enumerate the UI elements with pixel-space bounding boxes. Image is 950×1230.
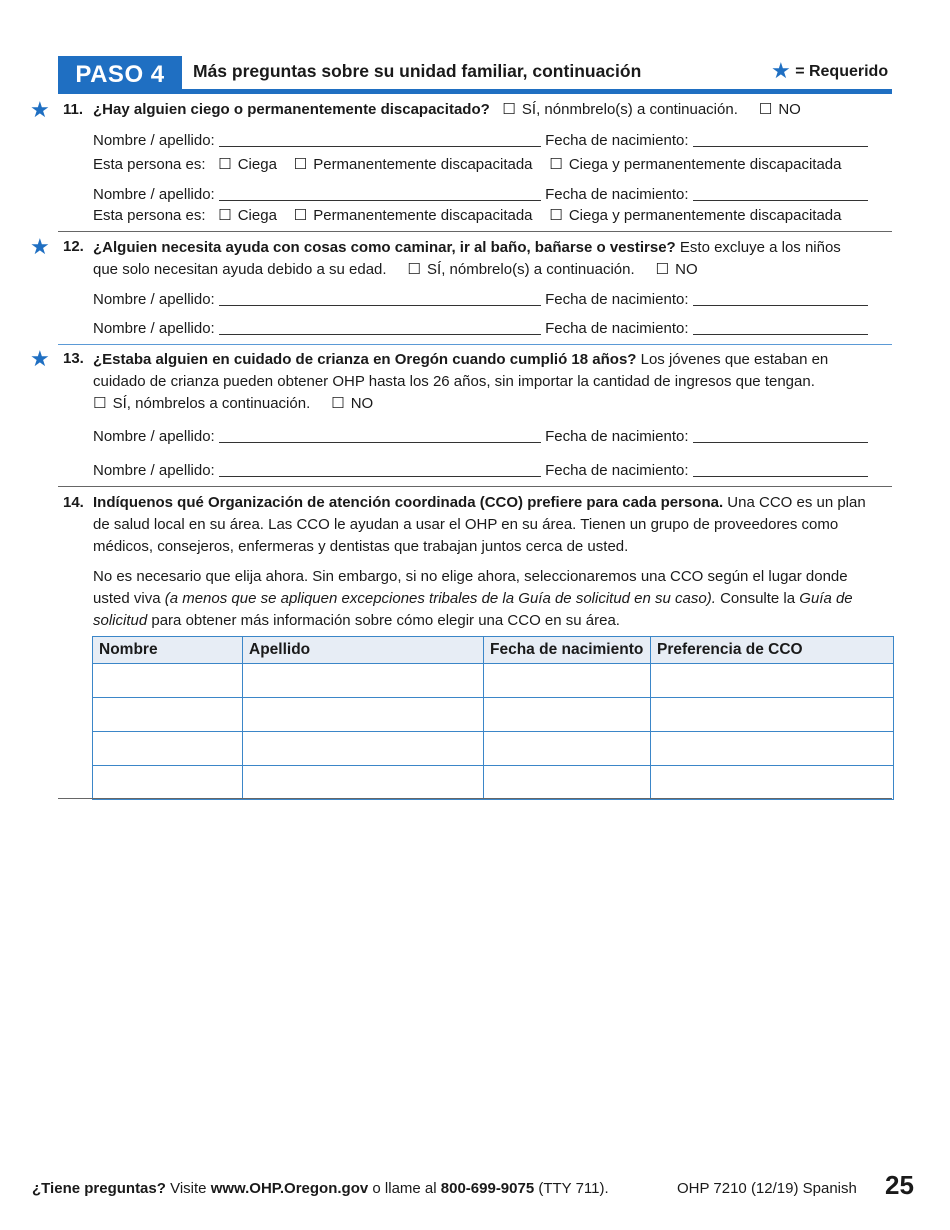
divider — [58, 344, 892, 345]
blind-and-disabled-checkbox[interactable]: ☐ — [549, 207, 563, 224]
q13-note-line2: cuidado de crianza pueden obtener OHP hasta los 26 años, sin importar la cantidad de ingresos que tengan. — [93, 373, 815, 390]
dob-label: Fecha de nacimiento: — [545, 320, 689, 337]
table-cell[interactable] — [484, 698, 651, 732]
required-star-icon: ★ — [30, 346, 50, 371]
dob-label: Fecha de nacimiento: — [545, 132, 689, 149]
q11-row — [93, 99, 801, 121]
required-star-icon: ★ — [30, 97, 50, 122]
name-label: Nombre / apellido: — [93, 320, 215, 337]
col-header-first-name: Nombre — [93, 637, 243, 664]
q14-number: 14. — [63, 494, 84, 511]
q14-para2-line2 — [93, 588, 853, 610]
page-number: 25 — [885, 1170, 914, 1200]
dob-field[interactable] — [693, 462, 868, 477]
table-cell[interactable] — [93, 766, 243, 800]
required-legend — [771, 58, 888, 84]
name-label: Nombre / apellido: — [93, 428, 215, 445]
dob-label: Fecha de nacimiento: — [545, 462, 689, 479]
footer-tty: (TTY 711). — [538, 1180, 609, 1197]
q11-person2-name-row — [93, 184, 868, 206]
blind-and-disabled-checkbox[interactable]: ☐ — [549, 156, 563, 173]
name-field[interactable] — [219, 186, 541, 201]
q13-number: 13. — [63, 350, 84, 367]
q12-yes-label: SÍ, nómbrelo(s) a continuación. — [427, 261, 635, 278]
q11-yes-label: SÍ, nónmbrelo(s) a continuación. — [521, 101, 738, 118]
step-badge: PASO 4 — [58, 56, 182, 90]
person-is-label: Esta persona es: — [93, 207, 206, 224]
footer-website-link[interactable]: www.OHP.Oregon.gov — [210, 1180, 369, 1197]
table-cell[interactable] — [484, 766, 651, 800]
blind-label: Ciega — [237, 207, 277, 224]
q12-note-line2: que solo necesitan ayuda debido a su edad. — [93, 261, 387, 278]
q13-question-row — [93, 349, 828, 371]
col-header-cco: Preferencia de CCO — [651, 637, 894, 664]
footer-call: o llame al — [372, 1180, 437, 1197]
name-field[interactable] — [219, 291, 541, 306]
form-number: OHP 7210 (12/19) Spanish — [677, 1180, 857, 1197]
q14-question-row — [93, 492, 866, 514]
required-legend-text: = Requerido — [795, 63, 889, 80]
name-field[interactable] — [219, 132, 541, 147]
disabled-checkbox[interactable]: ☐ — [293, 156, 308, 173]
table-cell[interactable] — [651, 664, 894, 698]
section-title: Más preguntas sobre su unidad familiar, continuación — [193, 61, 642, 81]
disabled-checkbox[interactable]: ☐ — [293, 207, 308, 224]
q11-question: ¿Hay alguien ciego o permanentemente discapacitado? — [93, 101, 490, 118]
table-row — [93, 766, 894, 800]
name-label: Nombre / apellido: — [93, 462, 215, 479]
star-icon: ★ — [771, 58, 791, 83]
q13-no-label: NO — [350, 395, 374, 412]
dob-field[interactable] — [693, 428, 868, 443]
section-bottom-divider — [58, 798, 892, 799]
disabled-label: Permanentemente discapacitada — [313, 156, 533, 173]
divider — [58, 486, 892, 487]
q11-no-checkbox[interactable]: ☐ — [758, 101, 773, 118]
table-row — [93, 664, 894, 698]
q14-line3: médicos, consejeros, enfermeras y dentistas que trabajan juntos cerca de usted. — [93, 538, 629, 555]
q13-question: ¿Estaba alguien en cuidado de crianza en Oregón cuando cumplió 18 años? — [93, 351, 637, 368]
dob-field[interactable] — [693, 186, 868, 201]
q12-question: ¿Alguien necesita ayuda con cosas como caminar, ir al baño, bañarse o vestirse? — [93, 239, 676, 256]
dob-label: Fecha de nacimiento: — [545, 291, 689, 308]
table-cell[interactable] — [93, 732, 243, 766]
q13-person2-row — [93, 460, 868, 482]
q14-para2-line1: No es necesario que elija ahora. Sin embargo, si no elige ahora, seleccionaremos una CCO según el lugar donde — [93, 568, 848, 585]
q13-yes-checkbox[interactable]: ☐ — [93, 395, 107, 412]
table-cell[interactable] — [243, 698, 484, 732]
q12-options-row — [93, 259, 698, 281]
q13-note: Los jóvenes que estaban en — [640, 351, 829, 368]
table-cell[interactable] — [243, 664, 484, 698]
q14-para2-text: usted viva — [93, 590, 161, 607]
table-cell[interactable] — [651, 766, 894, 800]
q12-note: Esto excluye a los niños — [679, 239, 841, 256]
person-is-label: Esta persona es: — [93, 156, 206, 173]
q12-person1-row — [93, 289, 868, 311]
col-header-last-name: Apellido — [243, 637, 484, 664]
table-cell[interactable] — [484, 664, 651, 698]
q14-guide-title: Guía de — [799, 590, 853, 607]
q13-options-row — [93, 393, 373, 415]
table-cell[interactable] — [93, 664, 243, 698]
name-field[interactable] — [219, 428, 541, 443]
required-star-icon: ★ — [30, 234, 50, 259]
divider — [58, 231, 892, 232]
q14-guide-title-cont: solicitud — [93, 612, 148, 629]
name-label: Nombre / apellido: — [93, 186, 215, 203]
q13-no-checkbox[interactable]: ☐ — [331, 395, 345, 412]
footer-visit: Visite — [170, 1180, 207, 1197]
dob-field[interactable] — [693, 132, 868, 147]
q11-number: 11. — [63, 101, 84, 118]
footer-phone[interactable]: 800-699-9075 — [440, 1180, 535, 1197]
footer-question: ¿Tiene preguntas? — [32, 1180, 166, 1197]
q14-consult: Consulte la — [720, 590, 796, 607]
footer-contact — [32, 1180, 609, 1197]
name-label: Nombre / apellido: — [93, 291, 215, 308]
blind-checkbox[interactable]: ☐ — [218, 156, 232, 173]
disabled-label: Permanentemente discapacitada — [313, 207, 533, 224]
q11-yes-checkbox[interactable]: ☐ — [502, 101, 516, 118]
q11-person2-status-row — [93, 205, 842, 227]
table-cell[interactable] — [243, 732, 484, 766]
q13-person1-row — [93, 426, 868, 448]
q12-number: 12. — [63, 238, 84, 255]
q12-person2-row — [93, 318, 868, 340]
cco-table — [92, 636, 894, 800]
q11-person1-status-row — [93, 154, 842, 176]
name-label: Nombre / apellido: — [93, 132, 215, 149]
table-cell[interactable] — [651, 732, 894, 766]
name-field[interactable] — [219, 462, 541, 477]
header-divider — [58, 89, 892, 94]
q14-para2-line3 — [93, 610, 620, 632]
blind-checkbox[interactable]: ☐ — [218, 207, 232, 224]
dob-label: Fecha de nacimiento: — [545, 186, 689, 203]
table-cell[interactable] — [93, 698, 243, 732]
table-cell[interactable] — [651, 698, 894, 732]
dob-label: Fecha de nacimiento: — [545, 428, 689, 445]
q14-tribal-exception: (a menos que se apliquen excepciones tribales de la Guía de solicitud en su caso). — [164, 590, 716, 607]
q14-note: Una CCO es un plan — [727, 494, 866, 511]
table-cell[interactable] — [484, 732, 651, 766]
q11-person1-name-row — [93, 130, 868, 152]
q14-question: Indíquenos qué Organización de atención coordinada (CCO) prefiere para cada persona. — [93, 494, 724, 511]
q11-no-label: NO — [778, 101, 801, 118]
q12-yes-checkbox[interactable]: ☐ — [407, 261, 421, 278]
dob-field[interactable] — [693, 320, 868, 335]
blind-and-disabled-label: Ciega y permanentemente discapacitada — [568, 207, 842, 224]
q12-no-label: NO — [675, 261, 698, 278]
q12-question-row — [93, 237, 841, 259]
table-row — [93, 732, 894, 766]
q12-no-checkbox[interactable]: ☐ — [655, 261, 669, 278]
blind-label: Ciega — [237, 156, 277, 173]
table-header-row — [93, 637, 894, 664]
q13-yes-label: SÍ, nómbrelos a continuación. — [112, 395, 311, 412]
blind-and-disabled-label: Ciega y permanentemente discapacitada — [568, 156, 842, 173]
q14-line2: de salud local en su área. Las CCO le ayudan a usar el OHP en su área. Tienen un grupo de proveedores como — [93, 516, 839, 533]
col-header-dob: Fecha de nacimiento — [484, 637, 651, 664]
table-cell[interactable] — [243, 766, 484, 800]
dob-field[interactable] — [693, 291, 868, 306]
q14-para2-end: para obtener más información sobre cómo elegir una CCO en su área. — [151, 612, 620, 629]
table-row — [93, 698, 894, 732]
name-field[interactable] — [219, 320, 541, 335]
